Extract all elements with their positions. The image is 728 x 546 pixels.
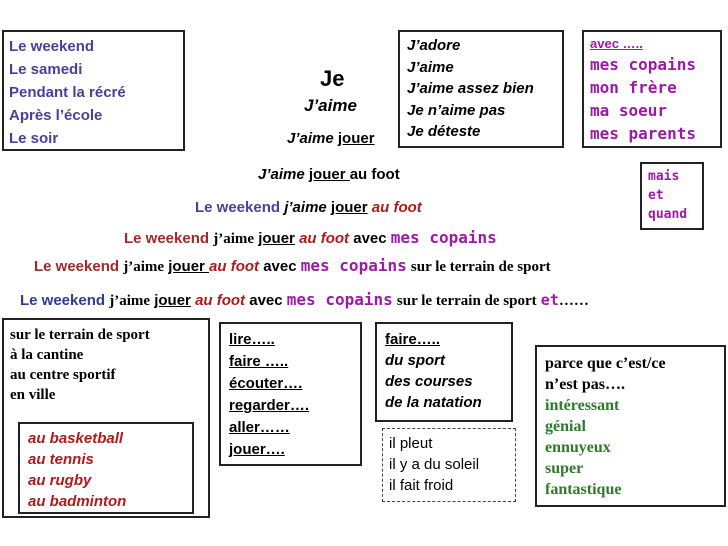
sentence-5 (20, 290, 589, 310)
opinion-item: Je n’aime pas (407, 101, 506, 119)
s1-opinion: J’aime (258, 166, 305, 183)
time-expression: Le weekend (9, 38, 95, 55)
s3-activity: au foot (299, 230, 350, 247)
s5-people: mes copains (286, 290, 393, 309)
s4-verb: jouer (168, 258, 210, 275)
sport-item: au badminton (28, 493, 127, 510)
time-expressions-box (2, 30, 185, 151)
opinion-box (398, 30, 564, 148)
faire-box (375, 322, 513, 422)
people-box-title: avec ….. (590, 36, 643, 51)
jaime-jouer-line (287, 130, 375, 147)
sport-item: au basketball (28, 430, 124, 447)
jouer-word: jouer (337, 130, 375, 147)
s3-verb: jouer (258, 230, 295, 247)
opinion-item: J’aime (407, 58, 454, 76)
people-item: mon frère (590, 78, 677, 97)
s4-people: mes copains (300, 256, 407, 275)
jaime-heading: J’aime (304, 96, 357, 115)
s5-time: Le weekend (20, 292, 106, 309)
verb-item: faire ….. (229, 353, 289, 370)
s5-opinion: j’aime (109, 293, 151, 309)
s4-avec: avec (263, 258, 297, 275)
sports-box (18, 422, 194, 514)
sport-item: au rugby (28, 472, 92, 489)
reason-intro: parce que c’est/ce (545, 355, 666, 372)
s3-people: mes copains (390, 228, 497, 247)
adjective-item: super (545, 460, 584, 477)
verbs-box (219, 322, 362, 466)
time-expression: Après l’école (9, 107, 103, 124)
s5-verb: jouer (154, 292, 191, 309)
s4-activity: au foot (209, 258, 260, 275)
opinion-item: J’adore (407, 37, 461, 54)
place-item: en ville (10, 387, 56, 403)
adjective-item: génial (545, 418, 586, 435)
faire-item: de la natation (385, 394, 482, 411)
people-item: mes parents (590, 124, 696, 143)
s2-verb: jouer (330, 199, 368, 216)
weather-item: il y a du soleil (389, 456, 480, 473)
faire-title: faire….. (385, 331, 441, 348)
jaime-word: J’aime (287, 130, 334, 147)
verb-item: aller…… (229, 419, 290, 436)
s1-verb: jouer (308, 166, 350, 183)
je-heading: Je (320, 66, 345, 91)
connector-item: mais (648, 169, 680, 184)
verb-item: jouer…. (229, 441, 285, 458)
s5-connector: et (540, 291, 559, 309)
time-expression: Le soir (9, 130, 59, 147)
place-item: au centre sportif (10, 367, 116, 383)
weather-item: il fait froid (389, 477, 454, 494)
s4-place: sur le terrain de sport (410, 259, 551, 275)
opinion-item: Je déteste (407, 123, 481, 140)
faire-item: du sport (385, 352, 445, 369)
verb-item: lire….. (229, 331, 275, 348)
s4-time: Le weekend (34, 258, 120, 275)
time-expression: Pendant la récré (9, 84, 126, 101)
reason-box (535, 345, 726, 507)
s5-place: sur le terrain de sport (396, 293, 537, 309)
weather-item: il pleut (389, 435, 433, 452)
adjective-item: ennuyeux (545, 439, 611, 456)
s2-opinion: j’aime (284, 199, 327, 216)
s3-time: Le weekend (124, 230, 210, 247)
verb-item: écouter…. (229, 375, 303, 392)
s2-time: Le weekend (195, 199, 281, 216)
s3-opinion: j’aime (213, 231, 255, 247)
s3-avec: avec (353, 230, 387, 247)
connectors-box (640, 162, 704, 230)
adjective-item: fantastique (545, 481, 622, 498)
faire-item: des courses (385, 373, 473, 390)
people-item: mes copains (590, 55, 696, 74)
sentence-3 (124, 228, 497, 248)
time-expression: Le samedi (9, 61, 83, 78)
s1-activity: au foot (349, 166, 400, 183)
weather-box (382, 428, 516, 502)
adjective-item: intéressant (545, 397, 620, 414)
s2-activity: au foot (371, 199, 422, 216)
s5-activity: au foot (195, 292, 246, 309)
sentence-1 (258, 166, 400, 183)
sentence-2 (195, 199, 422, 216)
connector-item: et (648, 188, 664, 203)
reason-intro: n’est pas…. (545, 376, 626, 393)
sentence-4 (34, 256, 551, 276)
verb-item: regarder…. (229, 397, 310, 414)
s4-opinion: j’aime (123, 259, 165, 275)
people-box (582, 30, 722, 148)
people-item: ma soeur (590, 101, 668, 120)
connector-item: quand (648, 207, 688, 222)
place-item: à la cantine (10, 347, 84, 363)
s5-ellipsis: …… (558, 293, 589, 309)
place-item: sur le terrain de sport (10, 327, 150, 343)
sport-item: au tennis (28, 451, 94, 468)
s5-avec: avec (249, 292, 283, 309)
opinion-item: J’aime assez bien (407, 80, 534, 97)
